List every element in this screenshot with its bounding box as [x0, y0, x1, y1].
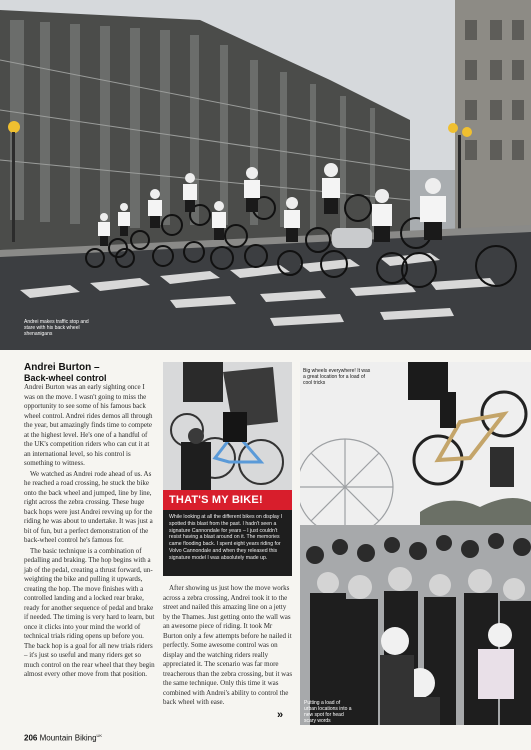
article-paragraph: We watched as Andrei rode ahead of us. As he reached a road crossing, he stuck the bike onto the back wheel and jumped, line by line, right across the zebra crossing. These huge back hops were just Andrei revving up for the riding he was about to undertake. It was just a bit of fun, but a perfect demonstration of the back-wheel control he's famous for.: [24, 469, 153, 544]
bikebox-text: While looking at all the different bikes on display I spotted this blast from the past. I hadn't seen a signature Cannondale for years – I just couldn't resist having a blast around on it. The memories came flooding back. I spent eight years riding for Volvo Cannondale and when they released this signature model I was absolutely made up.: [169, 514, 283, 561]
magazine-name: Mountain Biking: [39, 733, 97, 743]
article-paragraph: After showing us just how the move works across a zebra crossing, Andrei took it to the street and nailed this amazing line on a jetty by the Thames. Just getting onto the wall was an awesome piece of riding. It took Mr Burton only a few attempts before he nailed it perfectly. Some awesome control was on display and the watching riders really appreciated it. The scenario was far more treacherous than the zebra crossing, but it was the same technique. Only this time it was combined with Andrei's ability to control the back wheel with ease.: [163, 584, 293, 706]
bike-display-illustration: [163, 362, 292, 490]
article-column-2: [163, 583, 293, 708]
bikebox-title: THAT'S MY BIKE!: [163, 490, 292, 510]
page-footer: [24, 733, 102, 743]
hero-caption: Andrei makes traffic stop and stare with his back wheel shenanigans: [24, 319, 89, 337]
hero-photo: [0, 0, 531, 350]
bike-display-photo: [163, 362, 292, 490]
article-paragraph: The basic technique is a combination of pedalling and braking. The hop begins with a jab of the pedal, creating a thrust forward, un-weighting the bike and pulling it upwards, creating the hop. The move finishes with a controlled landing and a locked rear brake, ready for another sequence of pedal and brake if needed. The timing is very hard to learn, but once it clicks into your mind the world of technical trials riding opens up before you. The back hop is a goal for all new trials riders – it's just so useful and many riders get so much control on the rear wheel that they begin almost every other move from that position.: [24, 546, 155, 678]
page-number: 206: [24, 733, 38, 743]
article-subhead: Back-wheel control: [24, 373, 107, 383]
article-paragraph: Andrei Burton was an early sighting once I was on the move. I wasn't going to miss the opportunity to see some of his famous back wheel control. Andrei rides demos all through the year, but amazingly finds time to compete at the highest level. He's one of a handful of the UK's competition riders who can cut it at an international level, so his control is something to witness.: [24, 383, 153, 467]
street-scene-illustration: [0, 0, 531, 350]
london-eye-jump-illustration: [300, 362, 531, 525]
crowd-illustration: [300, 525, 531, 725]
thats-my-bike-box: [163, 490, 292, 576]
crowd-photo: [300, 525, 531, 725]
article-column-1: [24, 362, 155, 680]
crowd-caption: Putting a load of urban locations into a new spot for head scary words: [304, 700, 352, 724]
big-wheel-photo: [300, 362, 531, 525]
article-headline: Andrei Burton –: [24, 362, 100, 373]
magazine-edition: UK: [96, 733, 103, 738]
big-wheel-caption: Big wheels everywhere! It was a great location for a load of cool tricks: [303, 368, 371, 386]
continue-arrow-icon: »: [277, 709, 284, 721]
